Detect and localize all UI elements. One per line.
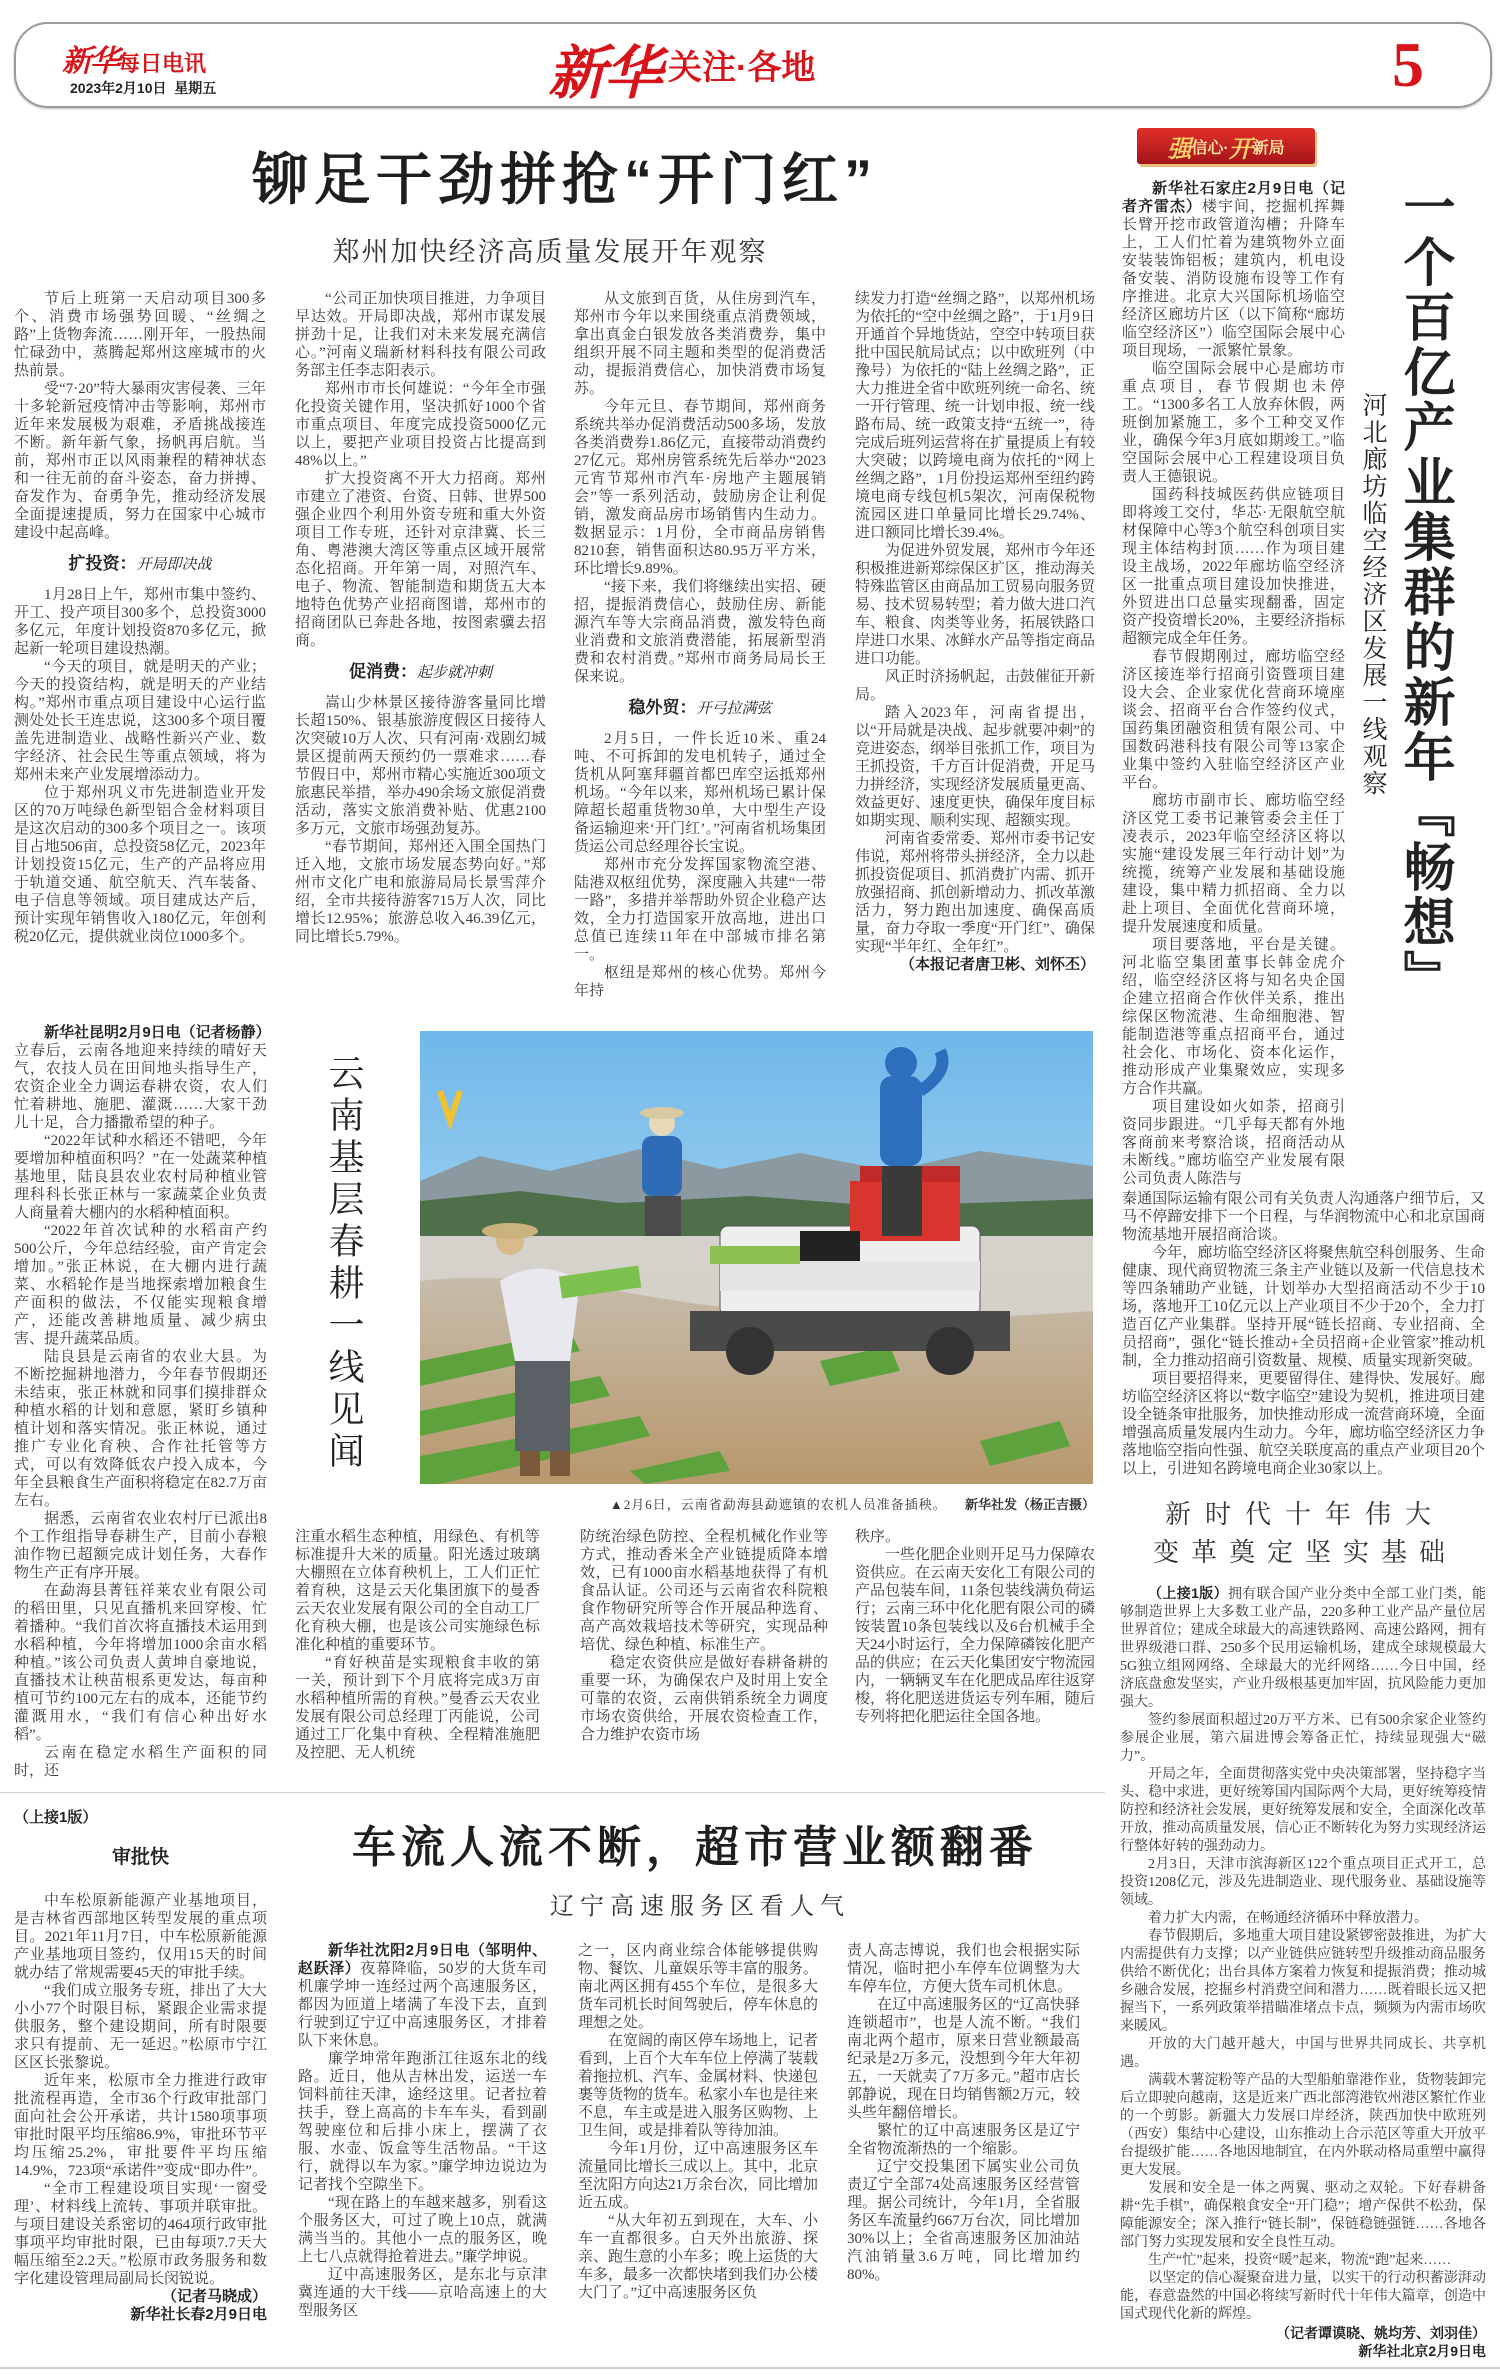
paragraph: [14, 1510, 267, 1582]
paragraph-text: 楼宇间，挖掘机挥舞长臂开挖市政管道沟槽；升降车上，工人们忙着为建筑物外立面安装装饰铝板；建筑内，机电设备安装、消防设施布设等工作有序推进。北京大兴国际机场临空经济区廊坊片区（以下简称“廊坊临空经济区”）临空国际会展中心项目现场，一派繁忙景象。: [1122, 199, 1345, 359]
paragraph-text: 廊坊市副市长、廊坊临空经济区党工委书记兼管委会主任丁凌表示，2023年临空经济区将以实施“建设发展三年行动计划”为统揽，统筹产业发展和基础设施建设，集中精力抓招商、全力以赴上项目、全面优化营商环境，提升发展速度和质量。: [1122, 793, 1345, 935]
paragraph-text: 廉学坤常年跑浙江往返东北的线路。近日，他从吉林出发，运送一车饲料前往天津，途经这里。记者拉着扶手，登上高高的卡车车头，看到副驾驶座位和后排小床上，摆满了衣服、水壶、饭盒等生活物品。“干这行，就得以车为家。”廉学坤边说边为记者找个空隙坐下。: [298, 2051, 547, 2193]
section-subheading: [14, 554, 266, 574]
paragraph-text: “从大年初五到现在，大车、小车一直都很多。白天外出旅游、探亲、跑生意的小车多；晚上运货的大车多，最多一次都快堵到我们办公楼大门了。”辽中高速服务区负: [578, 2213, 819, 2301]
paragraph-text: 一些化肥企业则开足马力保障农资供应。在云南天安化工有限公司的产品包装车间，11条包装线满负荷运行；云南三环中化化肥有限公司的磷铵装置10条包装线以及6台机械手全天24小时运行，全力保障磷铵化肥产品的供应；在云天化集团安宁物流园内，一辆辆叉车在化肥成品库往返穿梭，将化肥送进货运专列车厢，随后专列将把化肥运往全国各地。: [855, 1547, 1096, 1725]
paragraph: [298, 2266, 547, 2320]
paragraph: [855, 830, 1095, 956]
paragraph-text: 春节假期后，多地重大项目建设紧锣密鼓推进，为扩大内需提供有力支撑；以产业链供应链转型升级推动商品服务供给不断优化；出台具体方案着力恢复和提振消费；推动城乡融合发展，挖掘乡村消费空间和潜力……既着眼长远又把握当下，一系列政策举措瞄准堵点卡点，频频为内需市场吹来暖风。: [1120, 1929, 1486, 2034]
paragraph: [580, 1654, 828, 1744]
paragraph-text: 扩大投资离不开大力招商。郑州市建立了港资、台资、日韩、世界500强企业四个利用外资专班和重大外资项目工作专班，还针对京津冀、长三角、粤港澳大湾区等重点区域开展常态化招商。开年第一周，对照汽车、电子、物流、智能制造和期货五大本地特色优势产业招商图谱，郑州市的招商团队已奔赴各地，按图索骥去招商。: [295, 471, 546, 649]
paragraph-text: 为促进外贸发展，郑州市今年还积极推进新郑综保区扩区，推动海关特殊监管区由商品加工贸易向服务贸易、技术贸易转型；着力做大进口汽车、粮食、肉类等业务，拓展铁路口岸进口水果、冰鲜水产品等指定商品进口功能。: [855, 543, 1096, 667]
section-title: [548, 26, 815, 110]
paragraph-text: 以坚定的信心凝聚奋进力量，以实干的行动积蓄澎湃动能，春意盎然的中国必将续写新时代十年伟大篇章，创造中国式现代化新的辉煌。: [1120, 2271, 1486, 2322]
songyuan-heading: 审批快: [111, 1847, 169, 1868]
paragraph: [14, 1582, 267, 1744]
zhengzhou-headline: 铆足干劲拼抢“开门红”: [252, 148, 878, 211]
paragraph-text: 稳定农资供应是做好春耕备耕的重要一环，为确保农户及时用上安全可靠的农资，云南供销系统全力调度市场农资供给，开展农资检查工作，合力维护农资市场: [580, 1655, 828, 1743]
paragraph: [855, 668, 1095, 704]
paragraph: [1120, 1928, 1486, 2036]
yunnan-column-1: [14, 1024, 271, 1780]
series-badge: [1137, 128, 1315, 164]
photo-credit: 新华社发（杨正吉摄）: [964, 1497, 1095, 1512]
paragraph-text: 据悉，云南省农业农村厅已派出8个工作组指导春耕生产，目前小春粮油作物已超额完成计划任务，大春作物生产正有序开展。: [14, 1511, 267, 1581]
paragraph-text: 项目要招得来，更要留得住、建得快、发展好。廊坊临空经济区将以“数字临空”建设为契机，推进项目建设全链条审批服务，加快推动形成一流营商环境，全面增强高质量发展内生动力。今年，廊坊临空经济区力争落地临空指向性强、航空关联度高的重点产业项目20个以上，引进知名跨境电商企业30家以上。: [1122, 1371, 1485, 1477]
paragraph: [1122, 1370, 1485, 1478]
photo-image: [420, 1031, 1093, 1484]
paragraph-text: 国药科技城医药供应链项目即将竣工交付，华芯·无限航空航材保障中心等3个航空科创项目实现主体结构封顶……作为项目建设主战场，2022年廊坊临空经济区一批重点项目建设加快推进，外贸进出口总量实现翻番，固定资产投资增长20%，主要经济指标超额完成全年任务。: [1122, 487, 1345, 647]
paragraph-text: 开放的大门越开越大，中国与世界共同成长、共享机遇。: [1120, 2037, 1486, 2070]
paragraph-text: 之一，区内商业综合体能够提供购物、餐饮、儿童娱乐等丰富的服务。南北两区拥有455个车位，是很多大货车司机长时间驾驶后，停车休息的理想之处。: [578, 1943, 819, 2031]
paragraph: [295, 1528, 540, 1654]
paragraph-text: 节后上班第一天启动项目300多个、消费市场强势回暖、“丝绸之路”上货物奔流……刚开年，一股热闹忙碌劲中，蒸腾起郑州这座城市的火热前景。: [14, 291, 266, 379]
paragraph: [1122, 648, 1345, 792]
paragraph: [1122, 1190, 1485, 1244]
paragraph-text: 临空国际会展中心是廊坊市重点项目，春节假期也未停工。“1300多名工人放弃休假，两班倒加紧施工，多个工种交叉作业，确保今年3月底如期竣工。”临空国际会展中心工程建设项目负责人王德银说。: [1122, 361, 1345, 485]
paragraph-text: 今年元旦、春节期间，郑州商务系统共举办促消费活动500多场，发放各类消费券1.86亿元，直接带动消费约27亿元。郑州房管系统先后举办“2023元宵节郑州市汽车·房地产主题展销会”等一系列活动，鼓励房企让利促销，激发商品房市场销售内生动力。数据显示：1月份，全市商品房销售8210套，销售面积达80.95万平方米，环比增长9.89%。: [574, 399, 826, 577]
paragraph: [295, 694, 546, 838]
paragraph-text: 在勐海县菁钰祥莱农业有限公司的稻田里，只见直播机来回穿梭、忙着播种。“我们首次将直播技术运用到水稻种植，今年将增加1000余亩水稻种植。”该公司负责人黄坤自豪地说，直播技术让秧苗根系更发达，每亩种植可节约100元左右的成本，还能节约灌溉用水，“我们有信心种出好水稻”。: [14, 1583, 267, 1743]
logo-name: 每日电讯: [118, 51, 207, 76]
paragraph-text: 中车松原新能源产业基地项目，是吉林省西部地区转型发展的重点项目。2021年11月7日，中车松原新能源产业基地项目签约，仅用15天的时间就办结了常规需要45天的审批手续。: [14, 1893, 267, 1981]
zhengzhou-column-3: [574, 290, 826, 1000]
paragraph-text: “我们成立服务专班，排出了大大小小77个时限目标，紧跟企业需求提供服务，整个建设期间，所有时限要求只有提前、无一延迟。”松原市宁江区区长张黎说。: [14, 1983, 267, 2071]
paragraph-text: 夜幕降临，50岁的大货车司机廉学坤一连经过两个高速服务区，都因为匝道上堵满了车没下去，直到行驶到辽宁辽中高速服务区，才排着队下来休息。: [298, 1961, 547, 2049]
subheading-tagline: 开弓拉满弦: [696, 699, 772, 717]
section-divider: [0, 1792, 1105, 1793]
paragraph: [1120, 1712, 1486, 1766]
paragraph: [855, 290, 1095, 542]
new-era-headline-line2: 变革奠定坚实基础: [1152, 1537, 1457, 1567]
paragraph-text: “2022年试种水稻还不错吧，今年要增加种植面积吗？”在一处蔬菜种植基地里，陆良县农业农村局种植业管理科科长张正林与一家蔬菜企业负责人商量着大棚内的水稻种植面积。: [14, 1133, 267, 1221]
subheading-tagline: 起步就冲刺: [416, 663, 492, 681]
paragraph-text: “今天的项目，就是明天的产业；今天的投资结构，就是明天的产业结构。”郑州市重点项目建设中心运行监测处处长王连忠说，这300多个项目覆盖先进制造业、战略性新兴产业、数字经济、社会民生等重点领域，将为郑州未来产业发展增添动力。: [14, 659, 266, 783]
paragraph: [574, 964, 826, 1000]
paragraph-text: 嵩山少林景区接待游客量同比增长超150%、银基旅游度假区日接待人次突破10万人次、只有河南·戏剧幻城景区提前两天预约仍一票难求……春节假日中，郑州市精心实施近300项文旅惠民举措，举办490余场文旅促消费活动，落实文旅消费补贴、优惠2100多万元，文旅市场强劲复苏。: [295, 695, 546, 837]
paragraph-text: 今年，廊坊临空经济区将聚焦航空科创服务、生命健康、现代商贸物流三条主产业链以及新一代信息技术等四条辅助产业链，计划举办大型招商活动不少于10场，落地开工10亿元以上产业项目不少于20个，全力打造百亿产业集群。坚持开展“链长招商、专业招商、全员招商”，强化“链长推动+全员招商+企业管家”推动机制，全力推动招商引资数量、规模、质量实现新突破。: [1122, 1245, 1485, 1369]
dateline: （上接1版）: [1148, 1585, 1228, 1601]
paragraph-text: 2月3日，天津市滨海新区122个重点项目正式开工，总投资1208亿元，涉及先进制造业、现代服务业、基础设施等领域。: [1120, 1857, 1486, 1908]
paragraph-text: 生产“忙”起来，投资“暖”起来，物流“跑”起来……: [1148, 2253, 1452, 2268]
liaoning-column-2: [578, 1942, 818, 2302]
paragraph: [855, 1528, 1095, 1546]
paragraph-text: “春节期间，郑州还入围全国热门迁入地，文旅市场发展态势向好。”郑州市文化广电和旅游局局长景雪萍介绍，全市共接待游客715万人次，同比增长12.95%；旅游总收入46.39亿元，同比增长5.79%。: [295, 839, 546, 945]
paragraph: [1120, 2270, 1486, 2324]
paragraph-text: 立春后，云南各地迎来持续的晴好天气，农技人员在田间地头指导生产，农资企业全力调运春耕农资，农人们忙着耕地、施肥、灌溉……大家干劲儿十足，合力播撒希望的种子。: [14, 1043, 267, 1131]
paragraph: [1120, 2036, 1486, 2072]
paragraph-text: “2022年首次试种的水稻亩产约500公斤，今年总结经验，亩产肯定会增加。”张正林说，在大棚内进行蔬菜、水稻轮作是当地探索增加粮食生产面积的做法，不仅能实现粮食增产，还能改善耕地质量、减少病虫害、提升蔬菜品质。: [14, 1223, 267, 1347]
zhengzhou-column-2: [295, 290, 546, 946]
new-era-body: [1120, 1584, 1486, 2360]
paragraph-text: 位于郑州巩义市先进制造业开发区的70万吨绿色新型铝合金材料项目是这次启动的300多个项目之一。该项目占地506亩，总投资58亿元，2023年计划投资15亿元，生产的产品将应用于轨道交通、航空航天、汽车装备、电子信息等领域。项目建成达产后，预计实现年销售收入180亿元，年创利税20亿元，提供就业岗位1000多个。: [14, 785, 266, 945]
paragraph: [574, 730, 826, 856]
badge-text: 新局: [1252, 139, 1285, 157]
section-name: 关注·各地: [668, 49, 816, 87]
langfang-subtitle: 河北廊坊临空经济区发展一线观察: [1359, 392, 1387, 797]
dateline: 新华社沈阳2月9日电（邹明仲、赵跃泽）: [298, 1942, 547, 1977]
subheading-label: 扩投资：: [68, 554, 137, 573]
paragraph: [14, 586, 266, 658]
langfang-column-narrow: [1122, 180, 1345, 1188]
paragraph-text: 1月28日上午，郑州市集中签约、开工、投产项目300多个，总投资3000多亿元，年度计划投资870多亿元，掀起新一轮项目建设热潮。: [14, 587, 266, 657]
paragraph: [1120, 1766, 1486, 1856]
paragraph: [578, 2140, 818, 2212]
paragraph: [1120, 2180, 1486, 2252]
paragraph: [1122, 1244, 1485, 1370]
paragraph-text: “育好秧苗是实现粮食丰收的第一关，预计到下个月底将完成3万亩水稻种植所需的育秧。”曼香云天农业发展有限公司总经理丁丙能说，公司通过工厂化集中育秧、全程精准施肥及控肥、无人机统: [295, 1655, 540, 1761]
yunnan-column-4: [855, 1528, 1095, 1726]
paragraph: [298, 1942, 547, 2050]
paragraph-text: 在辽中高速服务区的“辽高快驿连锁超市”，也是人流不断。“我们南北两个超市，原来日营业额最高纪录是2万多元，没想到今年大年初五，一天就卖了7万多元。”超市店长郭静说，现在日均销售额2万元，较头些年翻倍增长。: [847, 1997, 1080, 2121]
langfang-headline: 一个百亿产业集群的新年『畅想』: [1395, 180, 1453, 1005]
paragraph: [574, 856, 826, 964]
paragraph-text: 风正时济扬帆起，击鼓催征开新局。: [855, 669, 1096, 703]
paragraph-text: 满载木薯淀粉等产品的大型船舶靠港作业，货物装卸完后立即驶向越南，这是近来广西北部湾港钦州港区繁忙作业的一个剪影。新疆大力发展口岸经济，陕西加快中欧班列（西安）集结中心建设，山东推动上合示范区等重大开放平台提级扩能……各地因地制宜，在内外联动格局重塑中赢得更大发展。: [1120, 2073, 1486, 2178]
paragraph: [1120, 1584, 1486, 1712]
paragraph-text: “公司正加快项目推进，力争项目早达效。开局即决战，郑州市谋发展拼劲十足，让我们对未来发展充满信心。”河南义瑞新材料科技有限公司政务部主任李志阳表示。: [295, 291, 546, 379]
paragraph: [847, 2158, 1080, 2284]
zhengzhou-column-4: [855, 290, 1095, 974]
badge-char: 开: [1228, 135, 1253, 163]
paragraph-text: 辽宁交投集团下属实业公司负责辽宁全部74处高速服务区经营管理。据公司统计，今年1月，全省服务区车流量约667万台次，同比增加30%以上；全省高速服务区加油站汽油销量3.6万吨，同比增加约80%。: [847, 2159, 1080, 2283]
subheading-tagline: 开局即决战: [136, 555, 212, 573]
spring-planting-photo: [420, 1031, 1093, 1484]
paragraph-text: 开局之年，全面贯彻落实党中央决策部署，坚持稳字当头、稳中求进，更好统筹国内国际两个大局，更好统筹疫情防控和经济社会发展，更好统筹发展和安全，全面深化改革开放，推动高质量发展，信心正不断转化为努力实现经济运行整体好转的强劲动力。: [1120, 1767, 1486, 1854]
paragraph: [1122, 180, 1345, 360]
paragraph-text: 着力扩大内需，在畅通经济循环中释放潜力。: [1148, 1911, 1428, 1926]
badge-text: 信心·: [1191, 139, 1229, 157]
liaoning-column-1: [298, 1942, 547, 2320]
paragraph: [295, 380, 546, 470]
byline: 新华社北京2月9日电: [1358, 2343, 1486, 2359]
paragraph-text: 郑州市充分发挥国家物流空港、陆港双枢纽优势，深度融入共建“一带一路”，多措并举帮助外贸企业稳产达效，全力打造国家开放高地，进出口总值已连续11年在中部城市排名第一。: [574, 857, 826, 963]
paragraph: [14, 658, 266, 784]
page-bottom-rule: [0, 2367, 1500, 2369]
paragraph-text: 项目要落地，平台是关键。河北临空集团董事长韩金虎介绍，临空经济区将与知名央企国企建立招商合作伙伴关系，推出综保区物流港、生命细胞港、智能制造港等重点招商平台，通过社会化、市场化、资本化运作，推动形成产业集聚效应，实现多方合作共赢。: [1122, 937, 1345, 1097]
paragraph: [14, 784, 266, 946]
paragraph-text: 云南在稳定水稻生产面积的同时，还: [14, 1745, 267, 1779]
paragraph: [847, 2122, 1080, 2158]
paragraph-text: 今年1月份，辽中高速服务区车流量同比增长三成以上。其中，北京至沈阳方向达21万余台次，同比增加近五成。: [578, 2141, 819, 2211]
subheading-label: 促消费：: [348, 662, 417, 681]
paragraph: [295, 470, 546, 650]
paragraph: [14, 290, 266, 380]
dateline: 新华社昆明2月9日电（记者杨静）: [44, 1024, 271, 1041]
continued-from-page-1: （上接1版）: [14, 1809, 98, 1826]
paragraph-text: 春节假期刚过，廊坊临空经济区接连举行招商引资暨项目建设大会、企业家优化营商环境座谈会、招商平台合作签约仪式，国药集团融资租赁有限公司、中国数码港科技有限公司等13家企业集中签约入驻临空经济区产业平台。: [1122, 649, 1345, 791]
paragraph: [14, 1132, 267, 1222]
paragraph-text: 从文旅到百货，从住房到汽车，郑州市今年以来围绕重点消费领域，拿出真金白银发放各类消费券，集中组织开展不同主题和类型的促消费活动，提振消费信心，加快消费市场复苏。: [574, 291, 826, 397]
badge-char: 强: [1167, 135, 1192, 163]
paragraph-text: 拥有联合国产业分类中全部工业门类，能够制造世界上大多数工业产品，220多种工业产品产量位居世界首位；建成全球最大的高速铁路网、高速公路网，拥有世界级港口群、250多个民用运输机场，建成全球规模最大5G独立组网网络、全球最大的光纤网络……今日中国，经济底盘愈发坚实，产业升级根基更加牢固，抗风险能力更加强大。: [1120, 1587, 1486, 1710]
byline: 新华社长春2月9日电: [130, 2306, 267, 2323]
paragraph: [855, 1546, 1095, 1726]
paragraph-text: 枢纽是郑州的核心优势。郑州今年持: [574, 965, 826, 999]
paragraph: [847, 1996, 1080, 2122]
paragraph-text: 陆良县是云南省的农业大县。为不断挖掘耕地潜力，今年春节假期还未结束，张正林就和同事们摸排群众种植水稻的计划和意愿，紧盯乡镇种植计划和落实情况。张正林说，通过推广专业化育秧、合作社托管等方式，可以有效降低农户投入成本，今年全县粮食生产面积将稳定在82.7万亩左右。: [14, 1349, 267, 1509]
liaoning-column-3: [847, 1942, 1080, 2284]
paragraph-text: 责人高志博说，我们也会根据实际情况，临时把小车停车位调整为大车停车位，方便大货车司机休息。: [847, 1943, 1080, 1995]
paragraph: [1122, 936, 1345, 1098]
paragraph: [14, 1892, 267, 1982]
paragraph: [295, 838, 546, 946]
issue-date: 2023年2月10日 星期五: [70, 80, 217, 96]
zhengzhou-column-1: [14, 290, 266, 946]
byline: （本报记者唐卫彬、刘怀丕）: [899, 956, 1095, 973]
caption-text: ▲2月6日，云南省勐海县勐遮镇的农机人员准备插秧。: [609, 1497, 947, 1512]
zhengzhou-subtitle: 郑州加快经济高质量发展开年观察: [332, 237, 768, 267]
paragraph: [14, 2072, 267, 2180]
paragraph: [855, 542, 1095, 668]
paragraph: [847, 1942, 1080, 1996]
paragraph: [1120, 2252, 1486, 2270]
paragraph-text: “现在路上的车越来越多，别看这个服务区大，可过了晚上10点，就满满当当的。其他小一点的服务区，晚上七八点就得抢着进去。”廉学坤说。: [298, 2195, 547, 2265]
yunnan-column-2: [295, 1528, 540, 1762]
paragraph-text: 郑州市市长何雄说：“今年全市强化投资关键作用，坚决抓好1000个省市重点项目、年度完成投资5000亿元以上，要把产业项目投资占比提高到48%以上。”: [295, 381, 546, 469]
paragraph: [580, 1528, 828, 1654]
byline: （记者谭谟晓、姚均芳、刘羽佳）: [1276, 2325, 1486, 2341]
section-subheading: [574, 698, 826, 718]
paragraph-text: 河南省委常委、郑州市委书记安伟说，郑州将带头拼经济，全力以赴抓投资促项目、抓消费扩内需、抓开放强招商、抓创新增动力、抓改革激活力，努力跑出加速度、确保高质量，奋力夺取一季度“开门红”、确保实现“半年红、全年红”。: [855, 831, 1096, 955]
paragraph-text: 发展和安全是一体之两翼、驱动之双轮。下好春耕备耕“先手棋”，确保粮食安全“开门稳”；增产保供不松劲，保障能源安全；深入推行“链长制”，保链稳链强链……各地各部门努力实现发展和安全良性互动。: [1120, 2181, 1486, 2250]
songyuan-body: [14, 1892, 267, 2324]
paragraph: [1122, 486, 1345, 648]
paragraph-text: 繁忙的辽中高速服务区是辽宁全省物流渐热的一个缩影。: [847, 2123, 1080, 2157]
paragraph: [14, 1982, 267, 2072]
dateline: 新华社石家庄2月9日电（记者齐雷杰）: [1122, 180, 1345, 215]
paragraph: [14, 1744, 267, 1780]
paragraph: [1122, 360, 1345, 486]
paragraph-text: 秩序。: [855, 1529, 901, 1545]
paragraph: [14, 1222, 267, 1348]
paragraph-text: 受“7·20”特大暴雨灾害侵袭、三年十多轮新冠疫情冲击等影响，郑州市近年来发展极为艰难，矛盾挑战接连不断。新年新气象，扬帆再启航。当前，郑州市正以风雨兼程的精神状态和一往无前的奋斗姿态，奋力拼搏、奋发作为、奋勇争先，推动经济发展全面提速提质，努力在国家中心城市建设中起高峰。: [14, 381, 266, 541]
paragraph-text: 近年来，松原市全力推进行政审批流程再造，全市36个行政审批部门面向社会公开承诺，共计1580项事项审批时限平均压缩86.9%，审批环节平均压缩25.2%，审批要件平均压缩14.9%，723项“承诺件”变成“即办件”。: [14, 2073, 267, 2179]
paragraph-text: 项目建设如火如荼，招商引资同步跟进。“几乎每天都有外地客商前来考察洽谈，招商活动从未断线。”廊坊临空产业发展有限公司负责人陈浩与: [1122, 1099, 1345, 1187]
paragraph: [855, 704, 1095, 830]
yunnan-column-3: [580, 1528, 828, 1744]
paragraph: [1120, 1910, 1486, 1928]
paragraph: [578, 2032, 818, 2140]
langfang-column-wide: [1122, 1190, 1485, 1478]
liaoning-headline: 车流人流不断，超市营业额翻番: [352, 1823, 1038, 1872]
section-brand: 新华: [548, 39, 661, 107]
paragraph: [1120, 1856, 1486, 1910]
newspaper-logo: [62, 36, 206, 80]
paragraph-text: “接下来，我们将继续出实招、硬招，提振消费信心，鼓励住房、新能源汽车等大宗商品消费，激发特色商业消费和文旅消费潜能，拓展新型消费和农村消费。”郑州市商务局局长王保来说。: [574, 579, 826, 685]
paragraph-text: 在宽阔的南区停车场地上，记者看到，上百个大车车位上停满了装载着拖拉机、汽车、金属材料、快递包裹等货物的货车。私家小车也是往来不息，车主或是进入服务区购物、上卫生间，或是排着队等待加油。: [578, 2033, 819, 2139]
paragraph-text: “全市工程建设项目实现‘一窗受理’、材料线上流转、事项并联审批。与项目建设关系密切的464项行政审批事项平均审批时限，已由每项7.7天大幅压缩至2.2天。”松原市政务服务和数字化建设管理局副局长闵锐说。: [14, 2181, 267, 2287]
paragraph: [298, 2194, 547, 2266]
paragraph: [14, 1348, 267, 1510]
page-number: 5: [1392, 29, 1424, 100]
paragraph-text: 续发力打造“丝绸之路”，以郑州机场为依托的“空中丝绸之路”，于1月9日开通首个异地货站，空空中转项目获批中国民航局试点；以中欧班列（中豫号）为依托的“陆上丝绸之路”，正大力推进全省中欧班列统一命名、统一开行管理、统一计划申报、统一线路布局、统一政策支持“五统一”，待完成后班列运营将在扩量提质上有较大突破；以跨境电商为依托的“网上丝绸之路”，1月份投运郑州至纽约跨境电商专线包机5架次，河南保税物流园区进口单量同比增长29.74%、进口额同比增长39.4%。: [855, 291, 1096, 541]
paragraph: [14, 2180, 267, 2288]
paragraph: [14, 380, 266, 542]
liaoning-subtitle: 辽宁高速服务区看人气: [550, 1893, 850, 1920]
paragraph-text: 注重水稻生态种植，用绿色、有机等标准提升大米的质量。阳光透过玻璃大棚照在立体育秧机上，工人们正忙着育秧，这是云天化集团旗下的曼香云天农业发展有限公司的全自动工厂化育秧大棚，也是该公司实施绿色标准化种植的重要环节。: [295, 1529, 540, 1653]
paragraph: [574, 398, 826, 578]
paragraph-text: 签约参展面积超过20万平方米、已有500余家企业签约参展企业展，第六届进博会筹备正忙，持续显现强大“磁力”。: [1120, 1713, 1486, 1764]
paragraph: [295, 1654, 540, 1762]
paragraph: [574, 578, 826, 686]
section-subheading: [295, 662, 546, 682]
paragraph: [578, 1942, 818, 2032]
paragraph: [1120, 2072, 1486, 2180]
yunnan-headline: 云南基层春耕一线见闻: [324, 1054, 365, 1474]
paragraph-text: 2月5日，一件长近10米、重24吨、不可拆卸的发电机转子，通过全货机从阿塞拜疆首都巴库空运抵郑州机场。“今年以来，郑州机场已累计保障超长超重货物30单，大中型生产设备运输迎来‘开门红’。”河南省机场集团货运公司总经理谷长宝说。: [574, 731, 826, 855]
paragraph: [295, 290, 546, 380]
new-era-headline-line1: 新时代十年伟大: [1164, 1499, 1445, 1529]
paragraph-text: 辽中高速服务区，是东北与京津冀连通的大干线——京哈高速上的大型服务区: [298, 2267, 547, 2319]
paragraph: [1122, 792, 1345, 936]
paragraph-text: 踏入2023年，河南省提出，以“开局就是决战、起步就要冲刺”的竞进姿态，纲举目张抓工作，项目为王抓投资，千方百计促消费，开足马力拼经济，实现经济发展质量更高、效益更好、速度更快，确保年度目标如期实现、顺利实现、超额实现。: [855, 705, 1096, 829]
paragraph: [298, 2050, 547, 2194]
subheading-label: 稳外贸：: [628, 698, 697, 717]
paragraph-text: 秦通国际运输有限公司有关负责人沟通落户细节后，又马不停蹄安排下一个日程，与华润物流中心和北京国商物流基地开展招商洽谈。: [1122, 1191, 1485, 1243]
logo-brand: 新华: [62, 44, 118, 79]
paragraph-text: 防统治绿色防控、全程机械化作业等方式，推动香米全产业链提质降本增效，已有1000亩水稻基地获得了有机食品认证。公司还与云南省农科院粮食作物研究所等合作开展品种选育、高产高效栽培技术等研究，实现品种培优、绿色种植、标准生产。: [580, 1529, 828, 1653]
paragraph: [14, 1024, 271, 1132]
byline: （记者马晓成）: [161, 2288, 267, 2305]
paragraph: [1122, 1098, 1345, 1188]
photo-caption: [430, 1496, 1095, 1514]
paragraph: [578, 2212, 818, 2302]
paragraph: [574, 290, 826, 398]
